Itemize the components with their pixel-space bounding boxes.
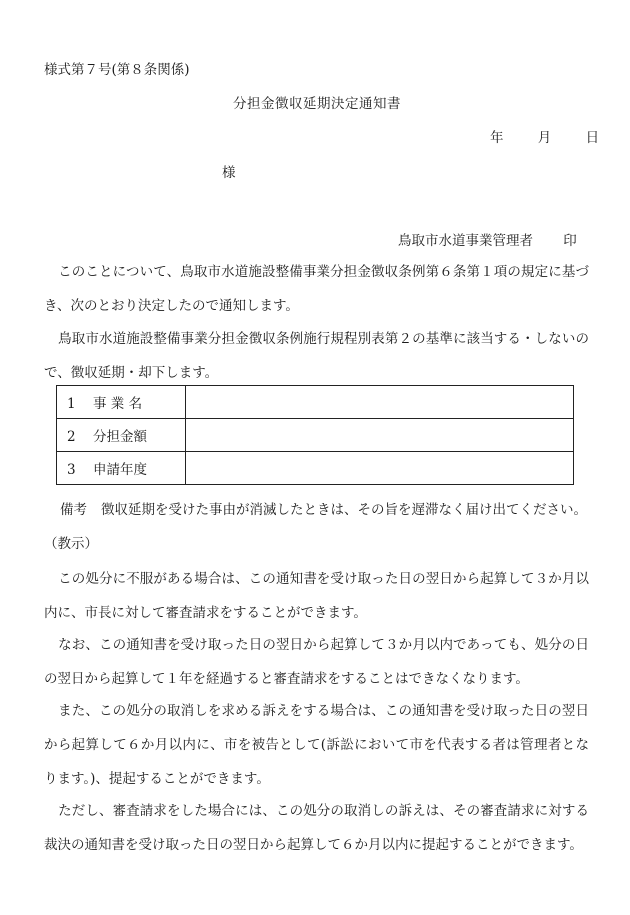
row-label: 申請年度 [93, 462, 147, 478]
form-number: 様式第７号(第８条関係) [44, 62, 190, 78]
notice-paragraph-2 [44, 628, 589, 696]
remark-label: 備考 [60, 502, 87, 518]
info-table [56, 385, 574, 485]
table-cell-value [186, 419, 574, 452]
notice-paragraph-4-text: ただし、審査請求をした場合には、この処分の取消しの訴えは、その審査請求に対する裁決の通知書を受け取った日の翌日から起算して６か月以内に提起することができます。 [44, 803, 589, 853]
table-row [57, 452, 574, 485]
table-cell-value [186, 452, 574, 485]
body-paragraph-2-text: 鳥取市水道施設整備事業分担金徴収条例施行規程別表第２の基準に該当する・しないので、徴収延期・却下します。 [44, 331, 589, 381]
body-paragraph-1 [44, 255, 589, 323]
table-cell-value [186, 386, 574, 419]
row-label: 分担金額 [93, 429, 147, 445]
addressee-suffix: 様 [222, 165, 236, 181]
table-cell-label [57, 419, 186, 452]
date-day-label: 日 [585, 130, 600, 146]
body-paragraph-1-text: このことについて、鳥取市水道施設整備事業分担金徴収条例第６条第１項の規定に基づき、次のとおり決定したので通知します。 [44, 264, 589, 314]
remark-text: 徴収延期を受けた事由が消滅したときは、その旨を遅滞なく届け出てください。 [101, 502, 587, 518]
notice-paragraph-3-text: また、この処分の取消しを求める訴えをする場合は、この通知書を受け取った日の翌日から起算して６か月以内に、市を被告として(訴訟において市を代表する者は管理者となります。)、提起することができます。 [44, 703, 589, 787]
row-number: 1 [67, 396, 76, 412]
table-cell-label [57, 452, 186, 485]
notice-paragraph-4 [44, 794, 589, 862]
notice-paragraph-2-text: なお、この通知書を受け取った日の翌日から起算して３か月以内であっても、処分の日の翌日から起算して１年を経過すると審査請求をすることはできなくなります。 [44, 637, 589, 687]
date-year-label: 年 [490, 130, 504, 146]
date-line [490, 126, 599, 146]
notice-heading: （教示） [44, 536, 98, 552]
document-title: 分担金徴収延期決定通知書 [233, 96, 401, 112]
notice-paragraph-1-text: この処分に不服がある場合は、この通知書を受け取った日の翌日から起算して３か月以内に、市長に対して審査請求をすることができます。 [44, 571, 589, 621]
row-label: 事 業 名 [93, 396, 143, 412]
date-month-label: 月 [537, 130, 552, 146]
body-paragraph-2 [44, 322, 589, 390]
row-number: 2 [67, 429, 76, 445]
notice-paragraph-3 [44, 694, 589, 796]
table-cell-label [57, 386, 186, 419]
issuer-line [398, 229, 577, 249]
issuer-name: 鳥取市水道事業管理者 [398, 233, 533, 249]
table-row [57, 386, 574, 419]
table-row [57, 419, 574, 452]
remark-line [60, 498, 587, 518]
row-number: 3 [67, 462, 76, 478]
notice-paragraph-1 [44, 562, 589, 630]
seal-mark: 印 [563, 233, 577, 249]
